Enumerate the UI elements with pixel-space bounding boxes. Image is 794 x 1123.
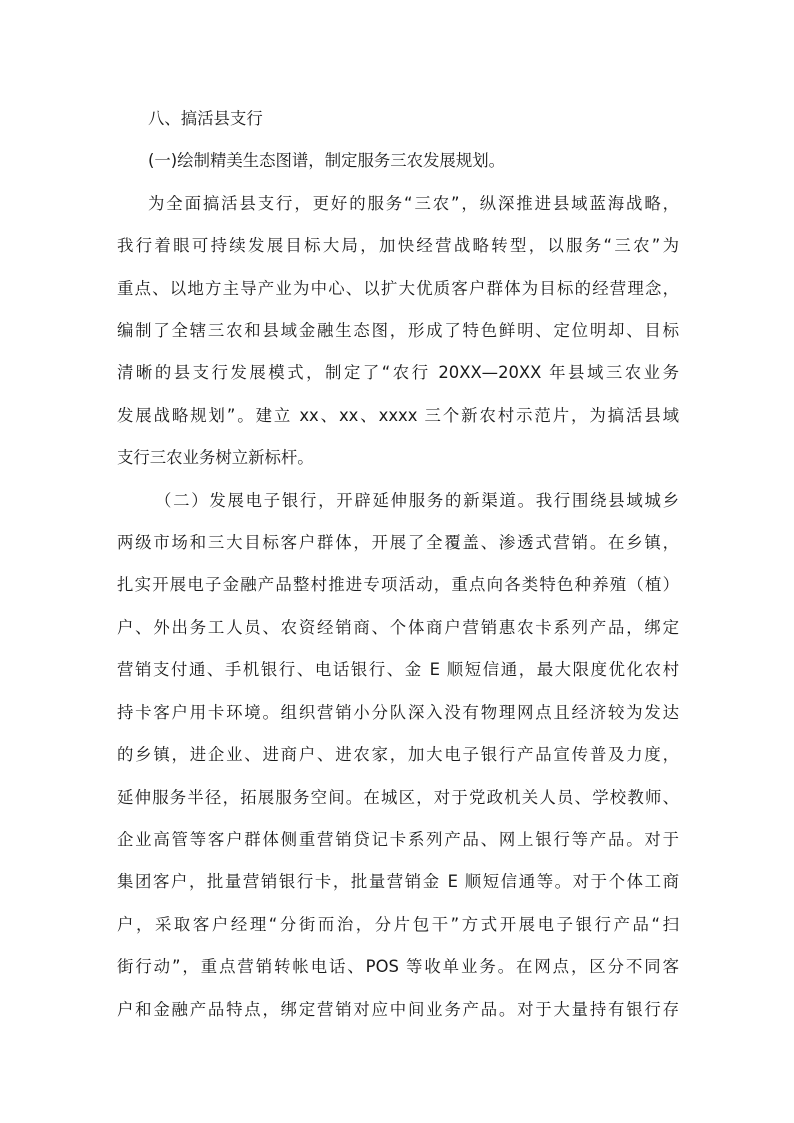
paragraph-line: 户、外出务工人员、农资经销商、个体商户营销惠农卡系列产品，绑定	[117, 617, 679, 637]
paragraph-line: 户和金融产品特点，绑定营销对应中间业务产品。对于大量持有银行存	[117, 999, 679, 1019]
section-heading: 八、搞活县支行	[148, 109, 263, 128]
paragraph-line: 集团客户，批量营销银行卡，批量营销金 E 顺短信通等。对于个体工商	[117, 872, 679, 892]
paragraph-line: 两级市场和三大目标客户群体，开展了全覆盖、渗透式营销。在乡镇，	[117, 533, 679, 553]
paragraph-line: 编制了全辖三农和县域金融生态图，形成了特色鲜明、定位明却、目标	[117, 321, 679, 341]
paragraph-line: 街行动”，重点营销转帐电话、POS 等收单业务。在网点，区分不同客	[117, 957, 679, 977]
document-body	[117, 98, 679, 1031]
subsection-heading: (一)绘制精美生态图谱，制定服务三农发展规划。	[148, 151, 505, 171]
paragraph-line: （二）发展电子银行，开辟延伸服务的新渠道。我行围绕县域城乡	[155, 490, 679, 510]
paragraph-county-branch	[117, 183, 679, 480]
paragraph-line: 营销支付通、手机银行、电话银行、金 E 顺短信通，最大限度优化农村	[117, 660, 679, 680]
paragraph-line: 企业高管等客户群体侧重营销贷记卡系列产品、网上银行等产品。对于	[117, 829, 679, 849]
paragraph-e-banking	[117, 480, 679, 1031]
paragraph-line: 的乡镇，进企业、进商户、进农家，加大电子银行产品宣传普及力度，	[117, 745, 679, 765]
paragraph-line: 重点、以地方主导产业为中心、以扩大优质客户群体为目标的经营理念，	[117, 278, 679, 298]
paragraph-line: 延伸服务半径，拓展服务空间。在城区，对于党政机关人员、学校教师、	[117, 787, 679, 807]
paragraph-line: 清晰的县支行发展模式，制定了“农行 20XX—20XX 年县域三农业务	[117, 363, 679, 383]
paragraph-line: 我行着眼可持续发展目标大局，加快经营战略转型，以服务“三农”为	[117, 236, 679, 256]
paragraph-line: 扎实开展电子金融产品整村推进专项活动，重点向各类特色种养殖（植）	[117, 575, 679, 595]
paragraph-line: 持卡客户用卡环境。组织营销小分队深入没有物理网点且经济较为发达	[117, 702, 679, 722]
paragraph-line: 发展战略规划”。建立 xx、xx、xxxx 三个新农村示范片，为搞活县域	[117, 405, 679, 425]
paragraph-line: 户，采取客户经理“分街而治，分片包干”方式开展电子银行产品“扫	[117, 914, 679, 934]
paragraph-line: 为全面搞活县支行，更好的服务“三农”，纵深推进县域蓝海战略，	[148, 193, 679, 213]
paragraph-line: 支行三农业务树立新标杆。	[117, 448, 314, 468]
